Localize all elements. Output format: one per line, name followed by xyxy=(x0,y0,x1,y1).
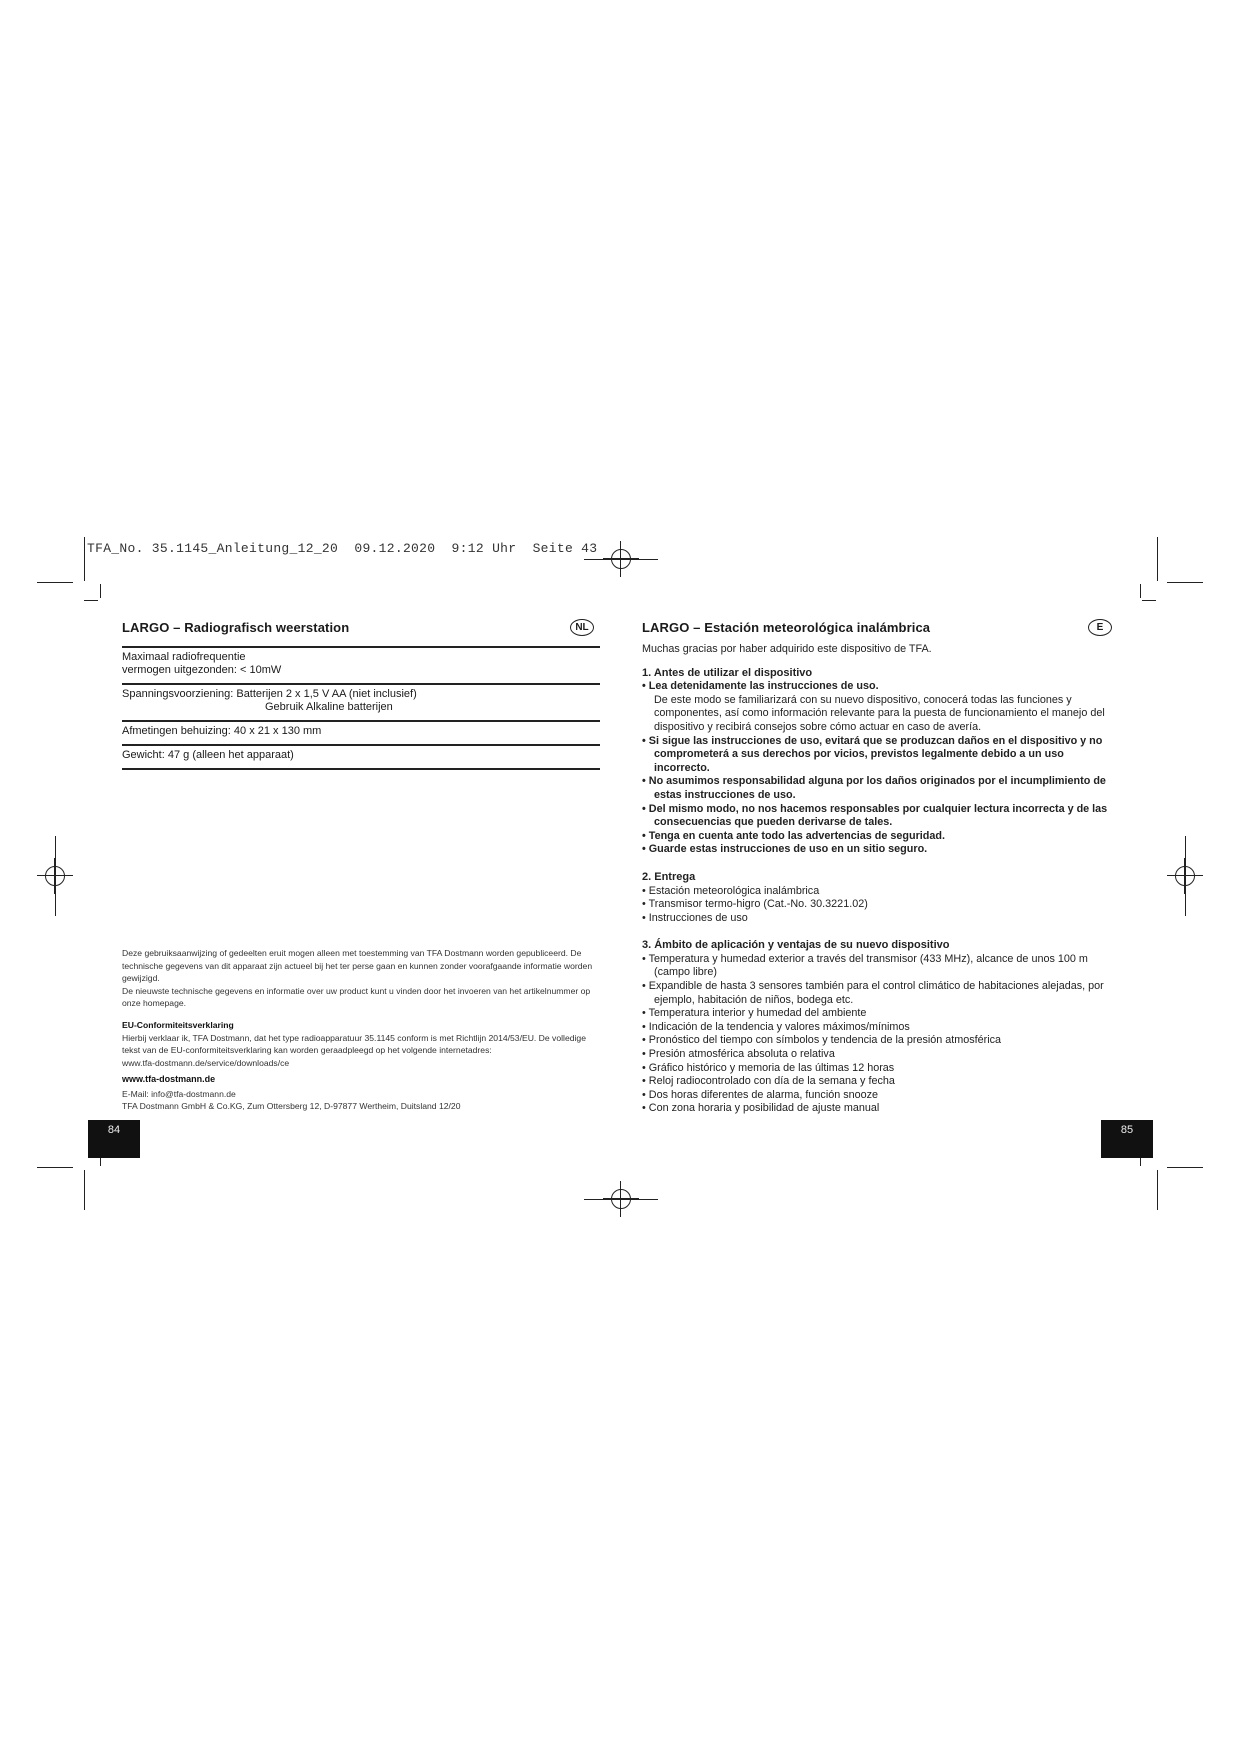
list-item: • Tenga en cuenta ante todo las advertencias de seguridad. xyxy=(642,829,945,842)
spec-row xyxy=(122,744,600,770)
list-item: • Lea detenidamente las instrucciones de uso. xyxy=(642,680,879,693)
list-item: • Reloj radiocontrolado con día de la semana y fecha xyxy=(642,1075,895,1088)
brand-name: LARGO xyxy=(122,620,170,635)
spec-row xyxy=(122,683,600,720)
title-text: – Estación meteorológica inalámbrica xyxy=(689,620,931,635)
section-title: 2. Entrega xyxy=(642,870,696,883)
company-address: TFA Dostmann GmbH & Co.KG, Zum Ottersberg 12, D-97877 Wertheim, Duitsland 12/20 xyxy=(122,1101,461,1111)
website-link: www.tfa-dostmann.de xyxy=(122,1074,216,1084)
brand-name: LARGO xyxy=(642,620,690,635)
list-item: • Temperatura y humedad exterior a través del transmisor (433 MHz), alcance de unos 100 m (campo libre) xyxy=(642,952,1088,979)
eu-declaration xyxy=(122,1019,600,1069)
spec-text: Maximaal radiofrequentie xyxy=(122,651,246,663)
crop-mark xyxy=(1157,1170,1158,1210)
notice-text: Deze gebruiksaanwijzing of gedeelten eruit mogen alleen met toestemming van TFA Dostmann worden gepubliceerd. De technische gegevens van dit apparaat zijn actueel bij het ter perse gaan en kunnen zonder voorafgaande informatie worden gewijzigd. xyxy=(122,948,593,983)
crop-mark xyxy=(37,582,73,583)
page-number-right: 85 xyxy=(1101,1120,1153,1158)
crop-mark xyxy=(37,1167,73,1168)
contact-email: E-Mail: info@tfa-dostmann.de xyxy=(122,1089,236,1099)
list-item-text: De este modo se familiarizará con su nuevo dispositivo, conocerá todas las funciones y componentes, así como información relevante para la puesta de funcionamiento el manejo del dispositivo y recibirá consejos sobre cómo actuar en caso de avería. xyxy=(654,693,1105,733)
list-item: • Indicación de la tendencia y valores máximos/mínimos xyxy=(642,1020,910,1033)
section-title: 1. Antes de utilizar el dispositivo xyxy=(642,666,813,679)
notice-text: De nieuwste technische gegevens en informatie over uw product kunt u vinden door het invoeren van het artikelnummer op onze homepage. xyxy=(122,985,591,1008)
list-item: • Instrucciones de uso xyxy=(642,911,748,924)
spec-text: Afmetingen behuizing: 40 x 21 x 130 mm xyxy=(122,725,322,737)
list-item: • No asumimos responsabilidad alguna por los daños originados por el incumplimiento de estas instrucciones de uso. xyxy=(642,775,1106,801)
spec-text: Spanningsvoorziening: Batterijen 2 x 1,5 V AA (niet inclusief) xyxy=(122,688,417,700)
crop-mark xyxy=(1167,1167,1203,1168)
eu-title: EU-Conformiteitsverklaring xyxy=(122,1020,234,1030)
list-item: • Si sigue las instrucciones de uso, evitará que se produzcan daños en el dispositivo y no comprometerá a sus derechos por vicios, previstos legalmente debido a un uso incorrecto. xyxy=(642,734,1103,774)
list-item: • Estación meteorológica inalámbrica xyxy=(642,884,820,897)
crop-mark xyxy=(100,584,101,598)
crop-mark xyxy=(55,836,56,916)
intro-text: Muchas gracias por haber adquirido este dispositivo de TFA. xyxy=(642,643,932,655)
spec-row xyxy=(122,646,600,683)
page-title-nl xyxy=(122,620,349,635)
crop-mark xyxy=(584,559,658,560)
section-title: 3. Ámbito de aplicación y ventajas de su nuevo dispositivo xyxy=(642,939,950,952)
crop-mark xyxy=(84,537,85,581)
list-item: • Pronóstico del tiempo con símbolos y tendencia de la presión atmosférica xyxy=(642,1034,1002,1047)
eu-url: www.tfa-dostmann.de/service/downloads/ce xyxy=(122,1057,290,1068)
crop-mark xyxy=(1167,582,1203,583)
spec-row xyxy=(122,720,600,744)
list-item: • Guarde estas instrucciones de uso en un sitio seguro. xyxy=(642,843,928,856)
list-item: • Temperatura interior y humedad del ambiente xyxy=(642,1007,867,1020)
print-header: TFA_No. 35.1145_Anleitung_12_20 09.12.2020 9:12 Uhr Seite 43 xyxy=(87,541,598,556)
crop-mark xyxy=(584,1199,658,1200)
language-badge-es: E xyxy=(1088,619,1112,636)
crop-mark xyxy=(1157,537,1158,581)
list-item: • Expandible de hasta 3 sensores también para el control climático de habitaciones alejadas, por ejemplo, habitación de niños, bodega etc. xyxy=(642,980,1104,1006)
list-item: • Gráfico histórico y memoria de las últimas 12 horas xyxy=(642,1061,895,1074)
list-item: • Con zona horaria y posibilidad de ajuste manual xyxy=(642,1102,880,1115)
crop-mark xyxy=(84,600,98,601)
list-item: • Dos horas diferentes de alarma, función snooze xyxy=(642,1088,879,1101)
content-es xyxy=(642,643,1115,1116)
spec-text: vermogen uitgezonden: < 10mW xyxy=(122,664,282,676)
spec-table xyxy=(122,646,600,770)
list-item: • Transmisor termo-higro (Cat.-No. 30.3221.02) xyxy=(642,898,868,911)
crop-mark xyxy=(84,1170,85,1210)
spec-text: Gewicht: 47 g (alleen het apparaat) xyxy=(122,749,294,761)
page-number-left: 84 xyxy=(88,1120,140,1158)
crop-mark xyxy=(1140,584,1141,598)
legal-notice xyxy=(122,947,600,1010)
title-text: – Radiografisch weerstation xyxy=(169,620,350,635)
crop-mark xyxy=(1185,836,1186,916)
spec-text: Gebruik Alkaline batterijen xyxy=(265,701,393,713)
eu-text: Hierbij verklaar ik, TFA Dostmann, dat het type radioapparatuur 35.1145 conform is met Richtlijn 2014/53/EU. De volledige tekst van de EU-conformiteitsverklaring kan worden geraadpleegd op het volgende internetadres: xyxy=(122,1032,586,1055)
page-title-es xyxy=(642,620,930,635)
language-badge-nl: NL xyxy=(570,619,594,636)
list-item: • Del mismo modo, no nos hacemos responsables por cualquier lectura incorrecta y de las consecuencias que pueden derivarse de tales. xyxy=(642,802,1108,829)
list-item: • Presión atmosférica absoluta o relativa xyxy=(642,1048,835,1061)
crop-mark xyxy=(1142,600,1156,601)
